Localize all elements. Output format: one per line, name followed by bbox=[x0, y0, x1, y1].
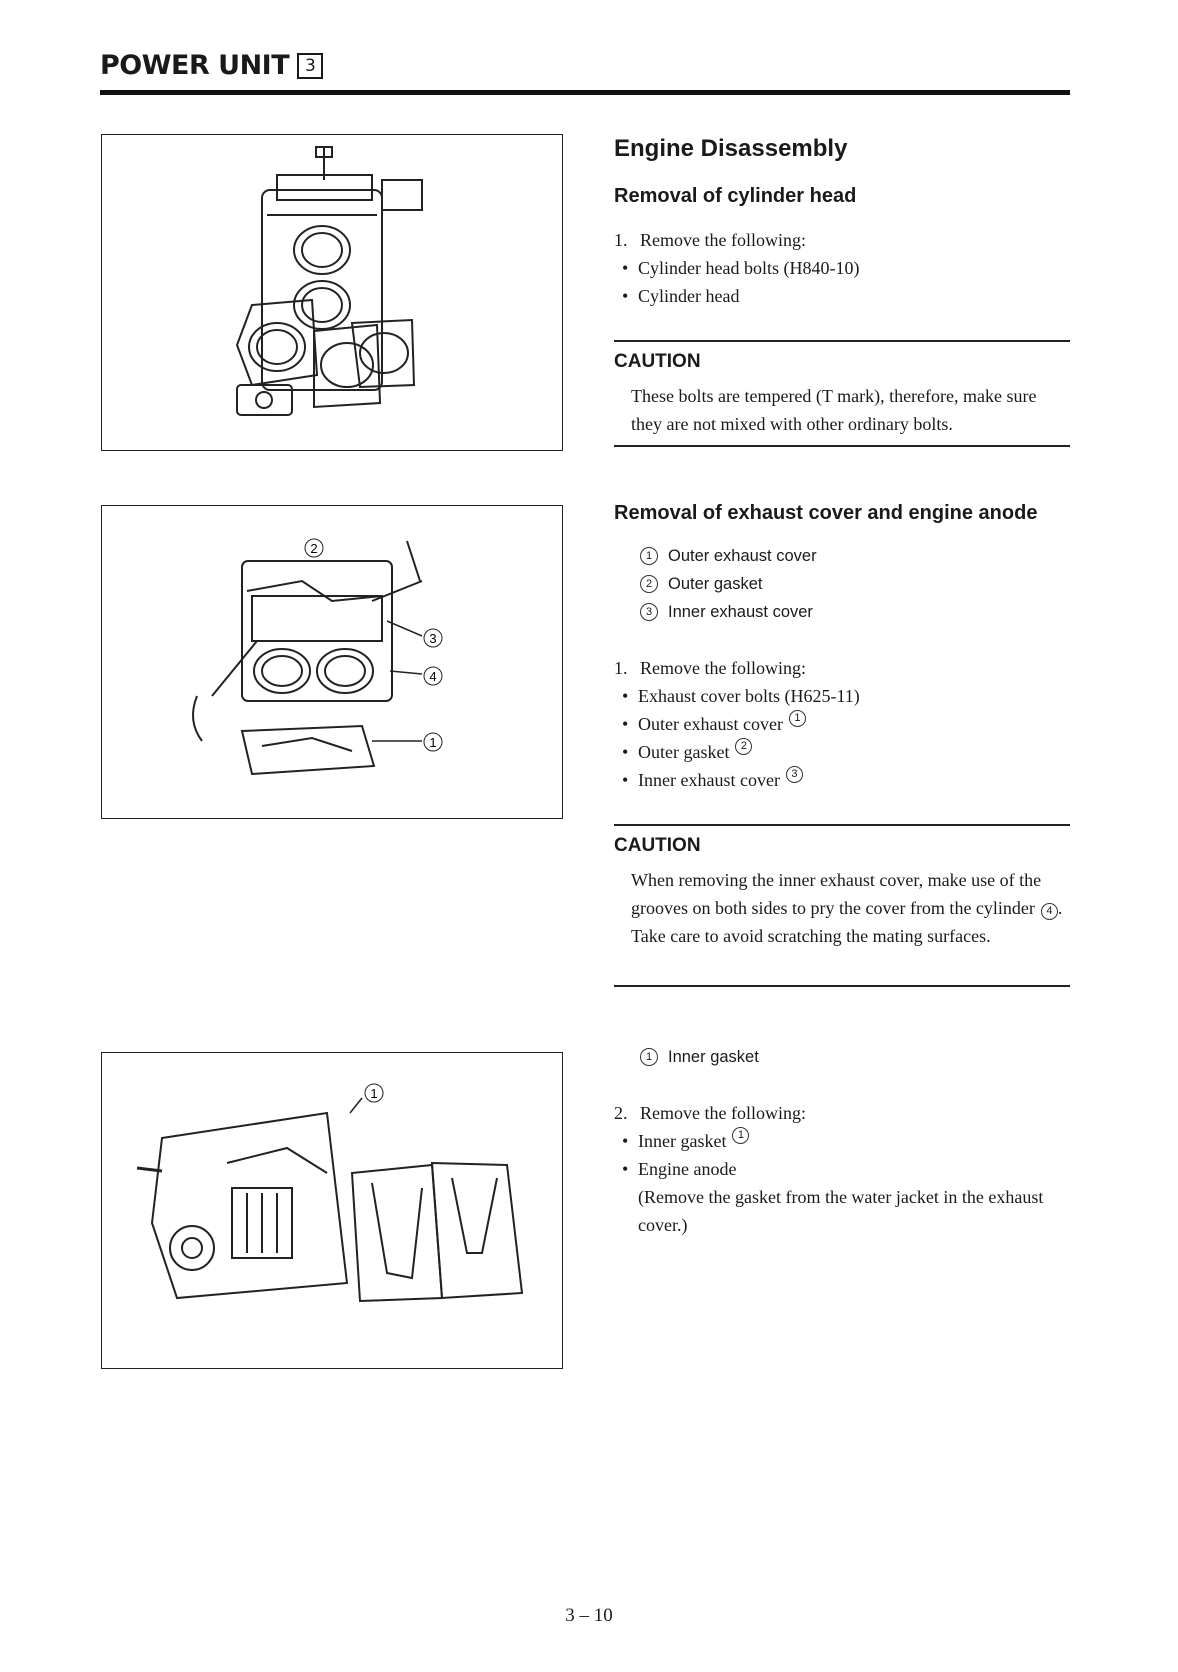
bullet-text: Engine anode bbox=[638, 1159, 737, 1179]
legend-item bbox=[640, 542, 1060, 570]
legend-label: Inner exhaust cover bbox=[668, 603, 813, 621]
inner-gasket-legend bbox=[640, 1043, 1060, 1071]
step-text: Remove the following: bbox=[640, 1103, 806, 1123]
bullet-item: • Engine anode bbox=[614, 1155, 1070, 1183]
bullet-text: Inner gasket bbox=[638, 1131, 727, 1151]
bullet-text: Outer exhaust cover bbox=[638, 714, 783, 734]
header-title-text: POWER UNIT bbox=[100, 50, 290, 81]
caution-rule-top bbox=[614, 340, 1070, 342]
bullet-text: Outer gasket bbox=[638, 742, 730, 762]
bullet-item: • Cylinder head bbox=[614, 282, 1064, 310]
bullet-text: Cylinder head bolts (H840-10) bbox=[638, 258, 860, 278]
fig2-callout-4: 4 bbox=[429, 669, 437, 684]
step-item bbox=[614, 1099, 1070, 1127]
bullet-item: • Cylinder head bolts (H840-10) bbox=[614, 254, 1064, 282]
subsection-title-exhaust-cover: Removal of exhaust cover and engine anode bbox=[614, 502, 1038, 524]
step-item bbox=[614, 226, 1064, 254]
exhaust-legend bbox=[640, 542, 1060, 626]
exhaust-cover-illustration bbox=[102, 506, 562, 818]
legend-label: Outer gasket bbox=[668, 575, 763, 593]
figure-exhaust-cover bbox=[101, 505, 563, 819]
section-title: Engine Disassembly bbox=[614, 135, 848, 162]
legend-label: Inner gasket bbox=[668, 1048, 759, 1066]
bullet-item: • Inner gasket 1 bbox=[614, 1127, 1070, 1155]
figure-inner-gasket bbox=[101, 1052, 563, 1369]
caution-text-part: When removing the inner exhaust cover, make use of the grooves on both sides to pry the cover from the cylinder bbox=[631, 870, 1042, 918]
legend-label: Outer exhaust cover bbox=[668, 547, 817, 565]
ref-number: 1 bbox=[789, 710, 806, 727]
page-number: 3 – 10 bbox=[565, 1605, 613, 1626]
bullet-text: Exhaust cover bolts (H625-11) bbox=[638, 686, 860, 706]
header-rule bbox=[100, 90, 1070, 95]
step-text: Remove the following: bbox=[640, 230, 806, 250]
figure-cylinder-head bbox=[101, 134, 563, 451]
legend-number: 1 bbox=[640, 547, 658, 565]
step-text: Remove the following: bbox=[640, 658, 806, 678]
caution-text bbox=[631, 866, 1063, 950]
caution-title: CAUTION bbox=[614, 835, 701, 856]
inner-gasket-illustration bbox=[102, 1053, 562, 1368]
caution-rule-top bbox=[614, 824, 1070, 826]
bullet-text: Cylinder head bbox=[638, 286, 740, 306]
subsection-title-cylinder-head: Removal of cylinder head bbox=[614, 185, 857, 207]
fig2-callout-1: 1 bbox=[429, 735, 437, 750]
bullet-item: • Outer exhaust cover 1 bbox=[614, 710, 1064, 738]
legend-item bbox=[640, 570, 1060, 598]
legend-number: 1 bbox=[640, 1048, 658, 1066]
caution-rule-bottom bbox=[614, 445, 1070, 447]
ref-number: 2 bbox=[735, 738, 752, 755]
cylinder-block-illustration bbox=[102, 135, 562, 450]
page-header-title bbox=[100, 50, 323, 81]
ref-number: 3 bbox=[786, 766, 803, 783]
caution-title: CAUTION bbox=[614, 351, 701, 372]
caution-text: These bolts are tempered (T mark), therefore, make sure they are not mixed with other ordinary bolts. bbox=[631, 386, 1037, 434]
fig2-callout-2: 2 bbox=[310, 541, 318, 556]
legend-number: 3 bbox=[640, 603, 658, 621]
caution-text-part: . Take care to avoid scratching the mating surfaces. bbox=[631, 898, 1063, 946]
legend-number: 2 bbox=[640, 575, 658, 593]
step-number: 1. bbox=[614, 658, 628, 678]
chapter-number-box: 3 bbox=[297, 53, 323, 79]
note-text: (Remove the gasket from the water jacket in the exhaust cover.) bbox=[638, 1187, 1044, 1235]
step-number: 1. bbox=[614, 230, 628, 250]
inner-gasket-steps bbox=[614, 1099, 1070, 1239]
bullet-text: Inner exhaust cover bbox=[638, 770, 780, 790]
bullet-item: • Exhaust cover bolts (H625-11) bbox=[614, 682, 1064, 710]
bullet-item: • Inner exhaust cover 3 bbox=[614, 766, 1064, 794]
exhaust-cover-steps bbox=[614, 654, 1064, 794]
legend-item bbox=[640, 598, 1060, 626]
step-item bbox=[614, 654, 1064, 682]
ref-number: 1 bbox=[732, 1127, 749, 1144]
step-number: 2. bbox=[614, 1103, 628, 1123]
cylinder-head-steps bbox=[614, 226, 1064, 310]
caution-rule-bottom bbox=[614, 985, 1070, 987]
bullet-item: • Outer gasket 2 bbox=[614, 738, 1064, 766]
legend-item bbox=[640, 1043, 1060, 1071]
fig2-callout-3: 3 bbox=[429, 631, 437, 646]
ref-number: 4 bbox=[1041, 903, 1058, 920]
fig3-callout-1: 1 bbox=[370, 1086, 378, 1101]
